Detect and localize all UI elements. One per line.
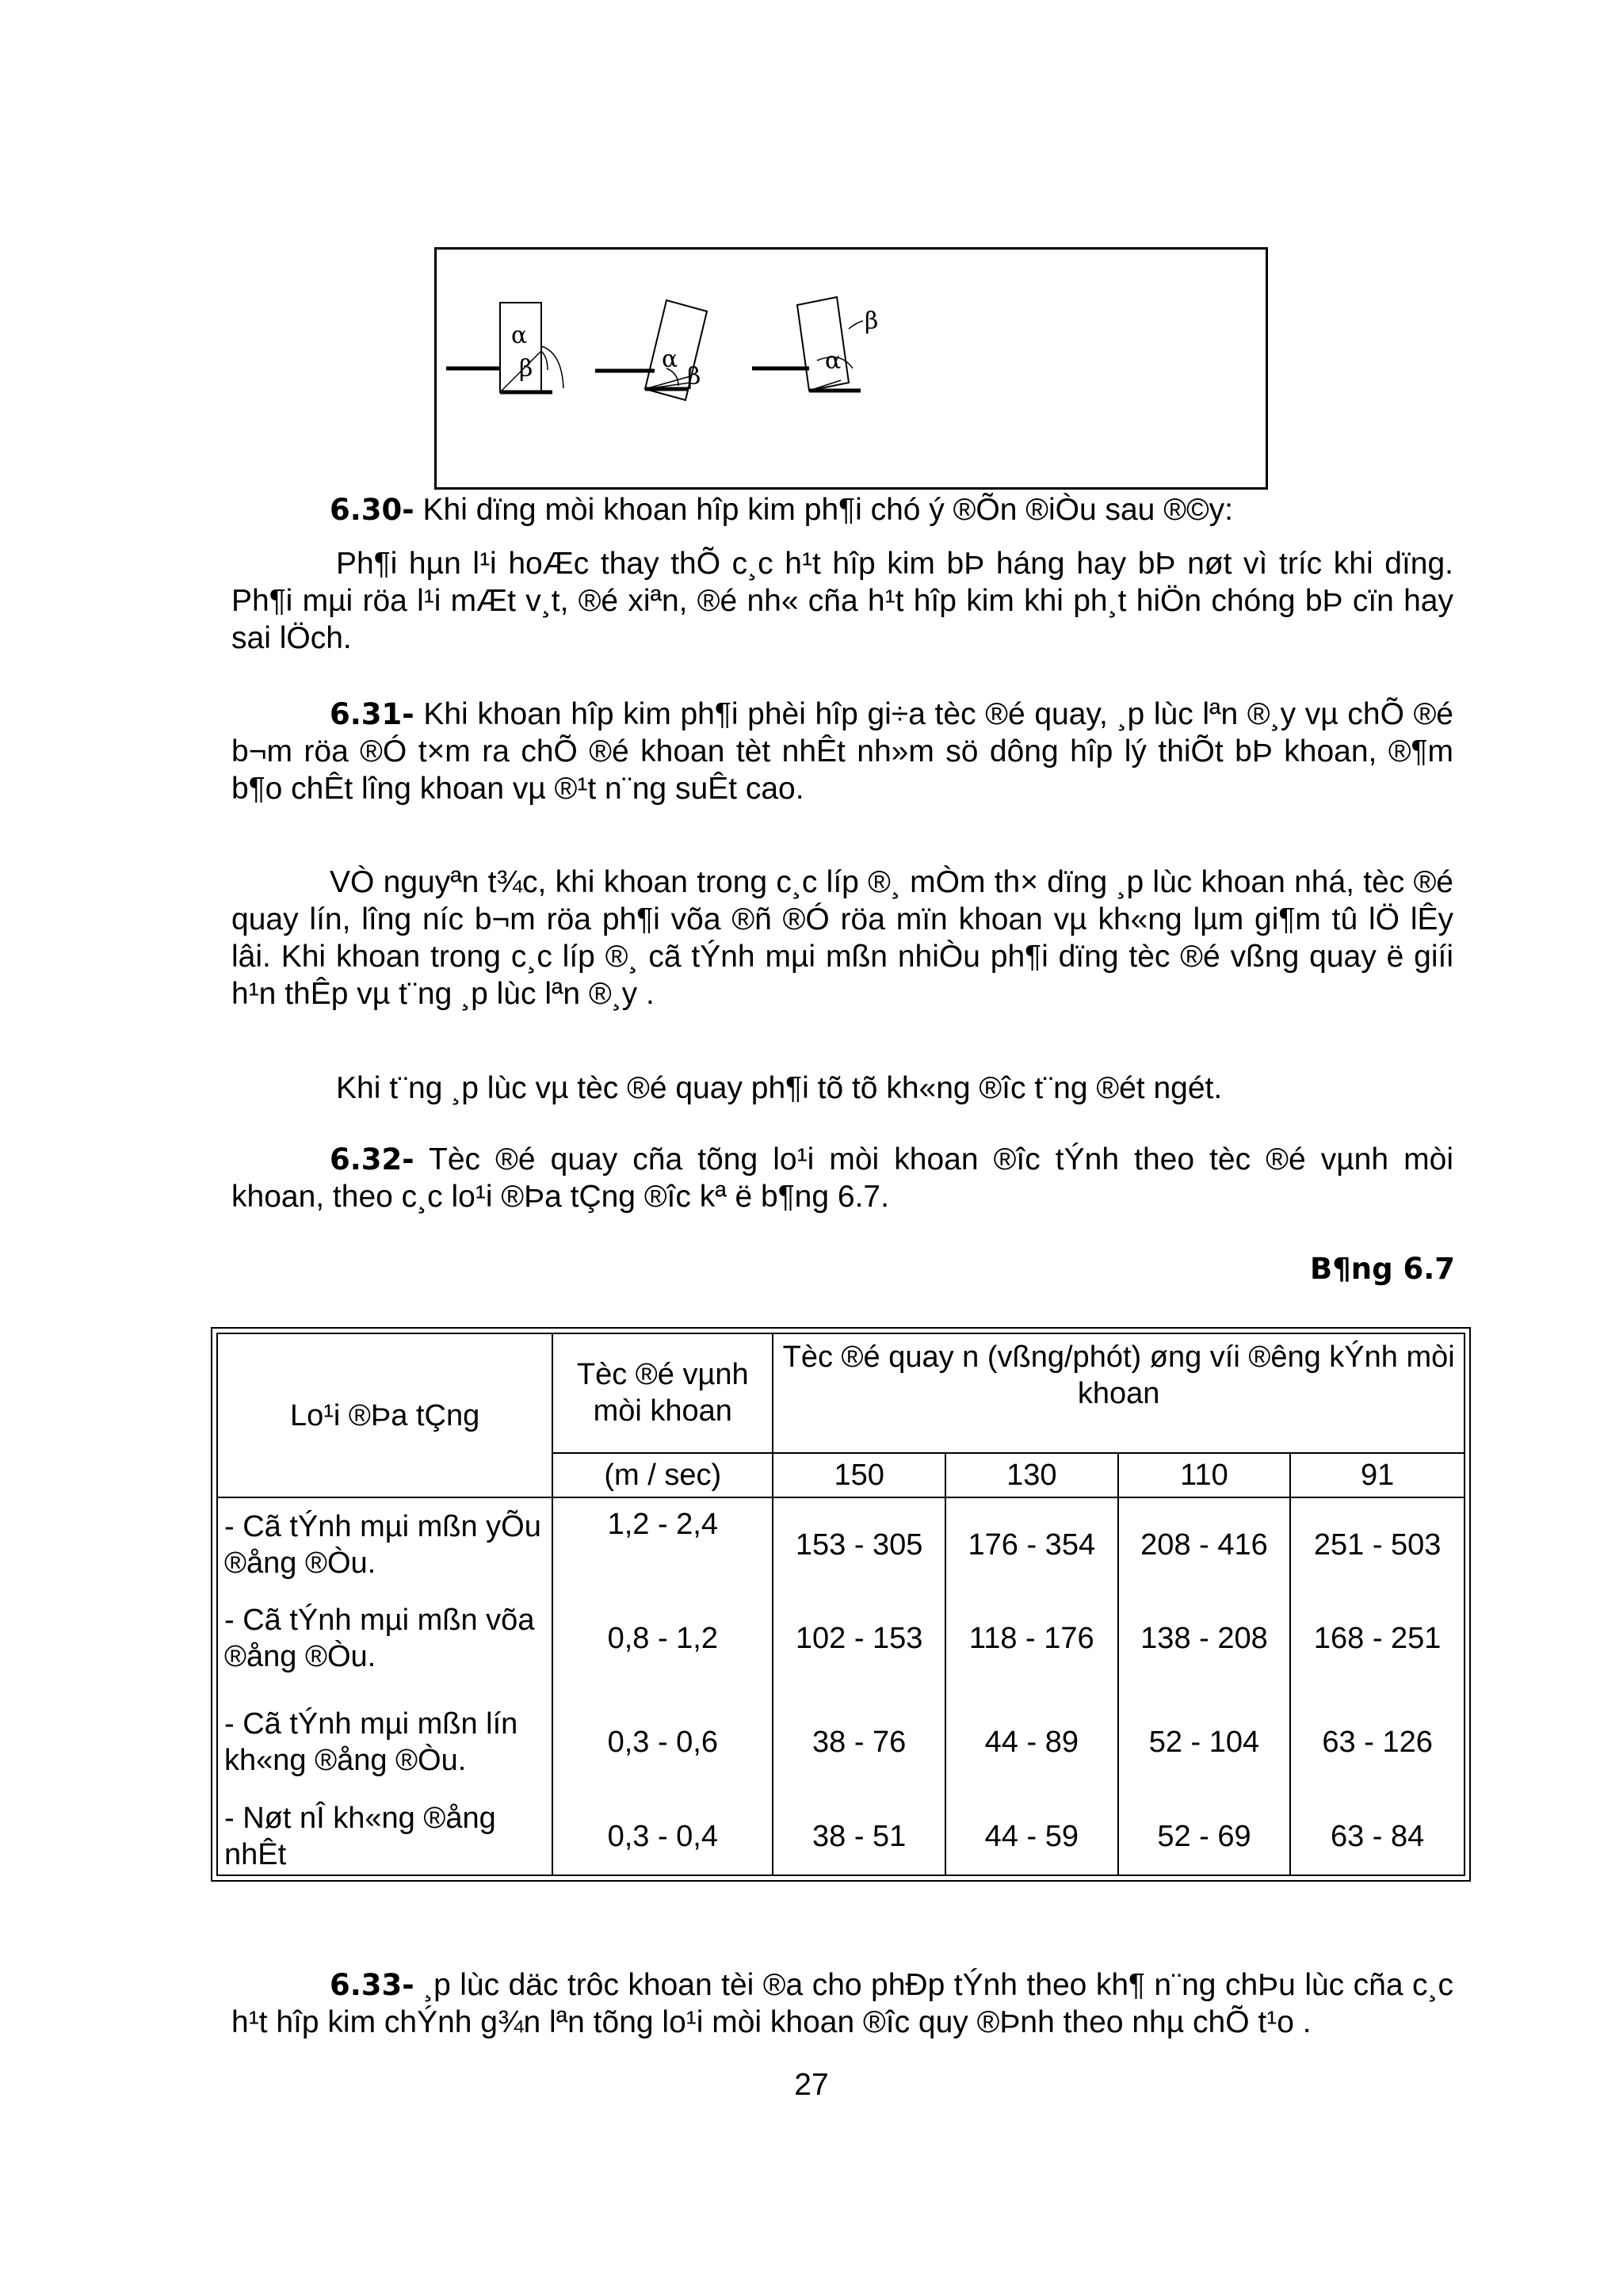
row-value: 138 - 208 [1118,1592,1291,1686]
paragraph-6-33 [231,1966,1453,2041]
paragraph-text: Khi dïng mòi khoan hîp kim ph¶i chó ý ®Õn ®iÒu sau ®©y: [422,493,1234,527]
table-rotation-speed [211,1327,1471,1882]
row-speed: 0,8 - 1,2 [552,1592,773,1686]
cutter-angle-diagrams [437,250,1266,487]
section-number: 6.32- [330,1142,414,1177]
section-number: 6.33- [330,1968,414,2002]
paragraph-text: ¸p lùc däc trôc khoan tèi ®a cho phÐp tÝnh theo kh¶ n¨ng chÞu lùc cña c¸c h¹t hîp kim chÝnh g¾n lªn tõng lo¹i mòi khoan ®îc quy ®Þnh theo nhµ chÕ t¹o . [231,1968,1453,2039]
paragraph-6-31-note: Khi t¨ng ¸p lùc vµ tèc ®é quay ph¶i tõ tõ kh«ng ®îc t¨ng ®ét ngét. [336,1071,1223,1105]
header-rim-speed-unit: (m / sec) [552,1453,773,1497]
beta-label: β [687,363,701,391]
row-value: 44 - 59 [945,1798,1118,1875]
table-row [217,1497,1465,1592]
section-number: 6.30- [330,493,414,527]
paragraph-6-31-lead [231,696,1453,807]
section-number: 6.31- [330,697,414,731]
paragraph-text: Tèc ®é quay cña tõng lo¹i mòi khoan ®îc tÝnh theo tèc ®é vµnh mòi khoan, theo c¸c lo¹i ®Þa tÇng ®îc kª ë b¶ng 6.7. [231,1142,1453,1214]
table-row [217,1592,1465,1686]
row-label: - Cã tÝnh mµi mßn võa ®ång ®Òu. [217,1592,552,1686]
row-value: 52 - 104 [1118,1686,1291,1799]
diagram-back-tilted-cutter [752,297,878,391]
page-number: 27 [794,2068,829,2102]
paragraph-6-32 [231,1141,1453,1215]
paragraph-text: Khi khoan hîp kim ph¶i phèi hîp gi÷a tèc ®é quay, ¸p lùc lªn ®¸y vµ chÕ ®é b¬m röa ®Ó t×m ra chÕ ®é khoan tèt nhÊt nh»m sö dông hîp lý thiÕt bÞ khoan, ®¶m b¶o chÊt lîng khoan vµ ®¹t n¨ng suÊt cao. [231,697,1453,806]
alpha-label: α [662,345,678,373]
paragraph-6-31-body: VÒ nguyªn t¾c, khi khoan trong c¸c líp ®¸ mÒm th× dïng ¸p lùc khoan nhá, tèc ®é quay lín, lîng níc b¬m röa ph¶i võa ®ñ ®Ó röa mïn khoan vµ kh«ng lµm gi¶m tû lÖ lÊy lâi. Khi khoan trong c¸c líp ®¸ cã tÝnh mµi mßn nhiÒu ph¶i dïng tèc ®é vßng quay ë giíi h¹n thÊp vµ t¨ng ¸p lùc lªn ®¸y . [231,865,1453,1011]
row-value: 38 - 76 [773,1686,945,1799]
beta-label: β [519,355,533,383]
header-diameter: 91 [1290,1453,1465,1497]
paragraph-6-30-lead [231,491,1453,528]
diagram-tilted-cutter [595,300,707,400]
header-rotation-group: Tèc ®é quay n (vßng/phót) øng víi ®êng kÝnh mòi khoan [773,1333,1465,1453]
header-formation-type: Lo¹i ®Þa tÇng [217,1333,552,1497]
row-value: 208 - 416 [1118,1497,1291,1592]
row-value: 44 - 89 [945,1686,1118,1799]
speed-table [216,1333,1465,1876]
table-caption: B¶ng 6.7 [1310,1252,1455,1286]
table-row [217,1798,1465,1875]
header-rim-speed: Tèc ®é vµnh mòi khoan [552,1333,773,1453]
header-diameter: 130 [945,1453,1118,1497]
row-label: - Cã tÝnh mµi mßn yÕu ®ång ®Òu. [217,1497,552,1592]
row-speed: 0,3 - 0,6 [552,1686,773,1799]
table-row [217,1686,1465,1799]
row-value: 118 - 176 [945,1592,1118,1686]
alpha-label: α [511,322,528,349]
row-label: - Cã tÝnh mµi mßn lín kh«ng ®ång ®Òu. [217,1686,552,1799]
row-value: 63 - 84 [1290,1798,1465,1875]
header-diameter: 150 [773,1453,945,1497]
beta-label: β [865,307,879,335]
alpha-label: α [825,347,842,375]
row-value: 63 - 126 [1290,1686,1465,1799]
row-value: 52 - 69 [1118,1798,1291,1875]
row-value: 176 - 354 [945,1497,1118,1592]
header-diameter: 110 [1118,1453,1291,1497]
row-value: 38 - 51 [773,1798,945,1875]
row-value: 153 - 305 [773,1497,945,1592]
paragraph-6-30-body: Ph¶i hµn l¹i hoÆc thay thÕ c¸c h¹t hîp kim bÞ háng hay bÞ nøt vì tríc khi dïng. Ph¶i mµi röa l¹i mÆt v¸t, ®é xiªn, ®é nh« cña h¹t hîp kim khi ph¸t hiÖn chóng bÞ cïn hay sai lÖch. [231,547,1453,655]
row-value: 168 - 251 [1290,1592,1465,1686]
row-value: 251 - 503 [1290,1497,1465,1592]
row-value: 102 - 153 [773,1592,945,1686]
row-label: - Nøt nÎ kh«ng ®ång nhÊt [217,1798,552,1875]
figure-cutter-angles [434,247,1268,490]
row-speed: 0,3 - 0,4 [552,1798,773,1875]
diagram-upright-cutter [446,303,563,392]
row-speed: 1,2 - 2,4 [552,1497,773,1592]
